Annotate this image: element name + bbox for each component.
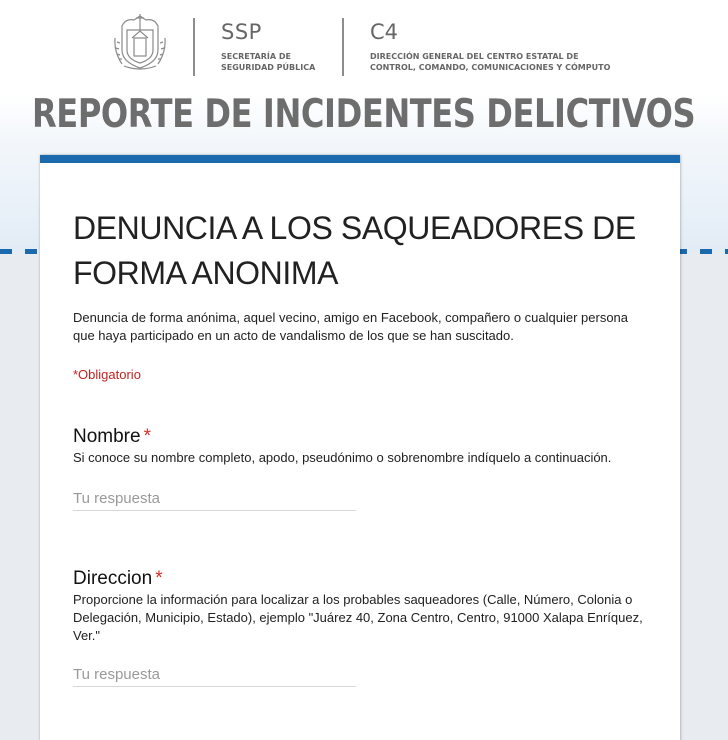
banner-title: REPORTE DE INCIDENTES DELICTIVOS [32, 92, 696, 137]
form-title: DENUNCIA A LOS SAQUEADORES DE FORMA ANONIMA [73, 210, 636, 291]
c4-subtitle-line1: DIRECCIÓN GENERAL DEL CENTRO ESTATAL DE [370, 52, 579, 61]
ssp-logo-subtitle [221, 51, 341, 73]
question-direccion [73, 567, 648, 687]
question-title [73, 425, 648, 449]
nombre-input[interactable] [73, 487, 356, 511]
logo-divider [193, 18, 195, 76]
c4-logo-subtitle [370, 51, 650, 73]
form-description: Denuncia de forma anónima, aquel vecino, amigo en Facebook, compañero o cualquier persona que haya participado en un acto de vandalismo de los que se han suscitado. [73, 310, 629, 343]
question-nombre [73, 425, 648, 511]
required-asterisk: * [143, 426, 151, 447]
c4-logo-title: C4 [370, 20, 399, 44]
question-help: Proporcione la información para localizar a los probables saqueadores (Calle, Número, Colonia o Delegación, Municipio, Estado), ejemplo "Juárez 40, Zona Centro, Centro, 91000 Xalapa Enríquez, Ver." [73, 592, 643, 643]
ssp-logo-title: SSP [221, 20, 262, 44]
logo-divider [342, 18, 344, 76]
form-card [40, 155, 680, 740]
required-asterisk: * [155, 568, 163, 589]
direccion-input[interactable] [73, 663, 356, 687]
question-help: Si conoce su nombre completo, apodo, pseudónimo o sobrenombre indíquelo a continuación. [73, 450, 612, 465]
question-title [73, 567, 648, 591]
ssp-subtitle-line1: SECRETARÍA DE [221, 52, 291, 61]
required-note: *Obligatorio [73, 367, 141, 382]
logo-row [0, 0, 728, 90]
state-crest-icon [112, 12, 168, 72]
ssp-subtitle-line2: SEGURIDAD PÚBLICA [221, 63, 316, 72]
c4-subtitle-line2: CONTROL, COMANDO, COMUNICACIONES Y CÓMPUTO [370, 63, 611, 72]
question-title-text: Direccion [73, 568, 153, 589]
question-title-text: Nombre [73, 426, 141, 447]
